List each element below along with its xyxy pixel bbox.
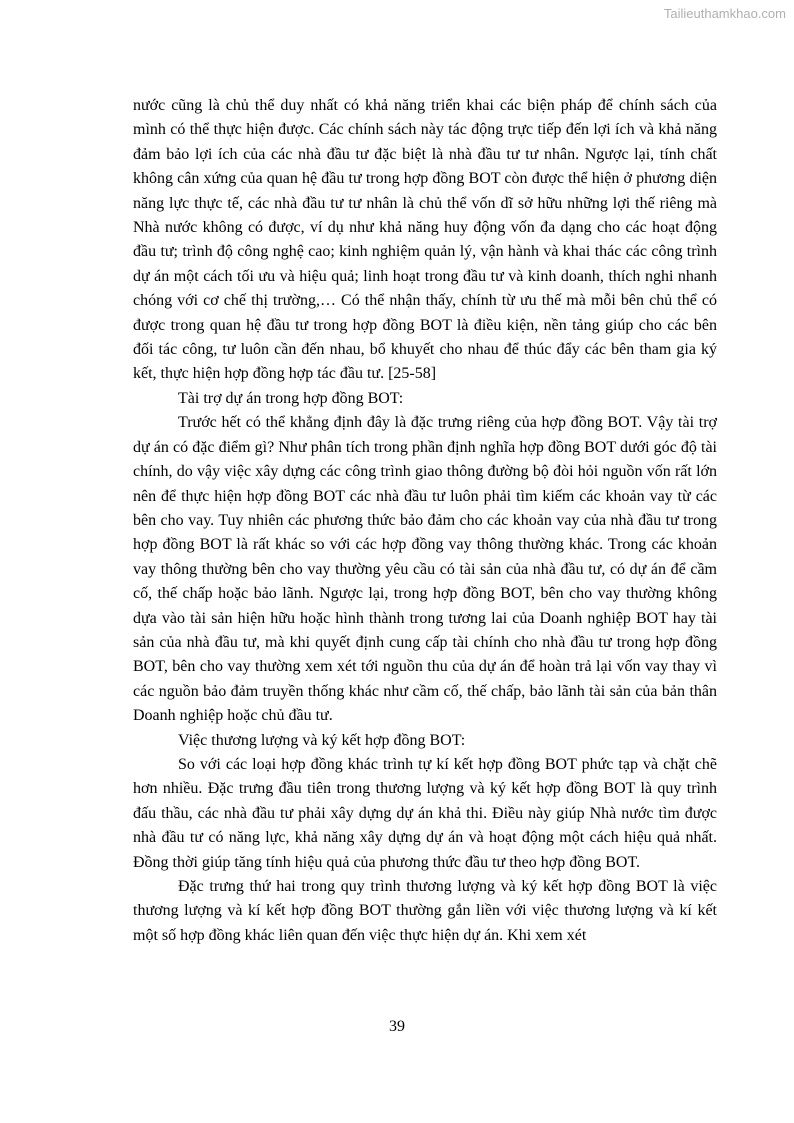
- page-number: 39: [389, 1018, 405, 1035]
- watermark: Tailieuthamkhao.com: [663, 6, 786, 21]
- heading-project-financing: Tài trợ dự án trong hợp đồng BOT:: [178, 389, 404, 407]
- paragraph-negotiation-2: Đặc trưng thứ hai trong quy trình thương lượng và ký kết hợp đồng BOT là việc thương lượng và kí kết hợp đồng BOT thường gắn liền với việc thương lượng và kí kết một số hợp đồng khác liên quan đến việc thực hiện dự án. Khi xem xét: [133, 878, 717, 944]
- paragraph-1: nước cũng là chủ thể duy nhất có khả năng triển khai các biện pháp để chính sách của mình có thể thực hiện được. Các chính sách này tác động trực tiếp đến lợi ích và khả năng đảm bảo lợi ích của các nhà đầu tư đặc biệt là nhà đầu tư tư nhân. Ngược lại, tính chất không cân xứng của quan hệ đầu tư trong hợp đồng BOT còn được thể hiện ở phương diện năng lực thực tế, các nhà đầu tư tư nhân là chủ thể vốn dĩ sở hữu những lợi thế riêng mà Nhà nước không có được, ví dụ như khả năng huy động vốn đa dạng cho các hoạt động đầu tư; trình độ công nghệ cao; kinh nghiệm quản lý, vận hành và khai thác các công trình dự án một cách tối ưu và hiệu quả; linh hoạt trong đầu tư và kinh doanh, thích nghi nhanh chóng với cơ chế thị trường,… Có thể nhận thấy, chính từ ưu thế mà mỗi bên chủ thể có được trong quan hệ đầu tư trong hợp đồng BOT là điều kiện, nền tảng giúp cho các bên đối tác công, tư luôn cần đến nhau, bổ khuyết cho nhau để thúc đẩy các bên tham gia ký kết, thực hiện hợp đồng hợp tác đầu tư. [25-58]: [133, 97, 717, 383]
- heading-negotiation: Việc thương lượng và ký kết hợp đồng BOT:: [178, 731, 466, 749]
- paragraph-project-financing: Trước hết có thể khẳng định đây là đặc trưng riêng của hợp đồng BOT. Vậy tài trợ dự án có đặc điểm gì? Như phân tích trong phần định nghĩa hợp đồng BOT dưới góc độ tài chính, do vậy việc xây dựng các công trình giao thông đường bộ đòi hỏi nguồn vốn rất lớn nên để thực hiện hợp đồng BOT các nhà đầu tư luôn phải tìm kiếm các khoản vay từ các bên cho vay. Tuy nhiên các phương thức bảo đảm cho các khoản vay của nhà đầu tư trong hợp đồng BOT là rất khác so với các hợp đồng vay thông thường khác. Trong các khoản vay thông thường bên cho vay thường yêu cầu có tài sản của nhà đầu tư, có dự án để cầm cố, thế chấp hoặc bảo lãnh. Ngược lại, trong hợp đồng BOT, bên cho vay thường không dựa vào tài sản hiện hữu hoặc hình thành trong tương lai của Doanh nghiệp BOT hay tài sản của nhà đầu tư, mà khi quyết định cung cấp tài chính cho nhà đầu tư trong hợp đồng BOT, bên cho vay thường xem xét tới nguồn thu của dự án để hoàn trả lại vốn vay thay vì các nguồn bảo đảm truyền thống khác như cầm cố, thế chấp, bảo lãnh tài sản của bản thân Doanh nghiệp hoặc chủ đầu tư.: [133, 414, 717, 725]
- paragraph-negotiation-1: So với các loại hợp đồng khác trình tự kí kết hợp đồng BOT phức tạp và chặt chẽ hơn nhiều. Đặc trưng đầu tiên trong thương lượng và ký kết hợp đồng BOT là quy trình đấu thầu, các nhà đầu tư phải xây dựng dự án khả thi. Điều này giúp Nhà nước tìm được nhà đầu tư có năng lực, khả năng xây dựng dự án và hoạt động một cách hiệu quả nhất. Đồng thời giúp tăng tính hiệu quả của phương thức đầu tư theo hợp đồng BOT.: [133, 755, 717, 871]
- page-body: [133, 94, 717, 948]
